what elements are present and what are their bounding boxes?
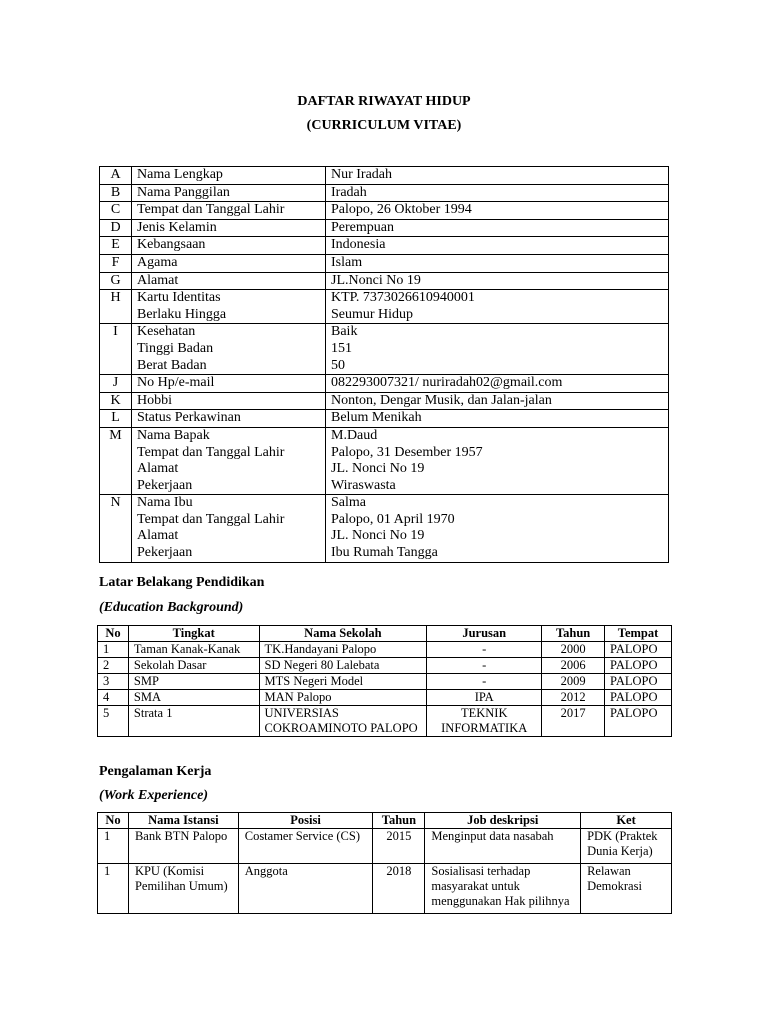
personal-label: Kesehatan bbox=[137, 324, 196, 340]
personal-row-labels bbox=[132, 184, 326, 202]
personal-row bbox=[100, 202, 669, 220]
document-title: DAFTAR RIWAYAT HIDUP bbox=[297, 94, 471, 109]
personal-value: Islam bbox=[331, 254, 363, 270]
position-header: Posisi bbox=[238, 813, 373, 829]
work-cell-no: 1 bbox=[98, 864, 129, 914]
personal-label: Kartu Identitas bbox=[137, 290, 221, 306]
personal-row bbox=[100, 427, 669, 494]
education-header-row bbox=[98, 626, 672, 642]
personal-row-labels bbox=[132, 375, 326, 393]
education-cell-level: SMA bbox=[128, 690, 259, 706]
personal-value: Nonton, Dengar Musik, dan Jalan-jalan bbox=[331, 392, 552, 408]
personal-row-labels bbox=[132, 495, 326, 562]
personal-label: Nama Panggilan bbox=[137, 184, 230, 200]
personal-label: Tinggi Badan bbox=[137, 340, 214, 356]
personal-label: Tempat dan Tanggal Lahir bbox=[137, 202, 285, 218]
personal-value: Indonesia bbox=[331, 237, 386, 253]
education-heading: Latar Belakang Pendidikan bbox=[99, 575, 265, 590]
personal-row-labels bbox=[132, 237, 326, 255]
personal-row bbox=[100, 410, 669, 428]
year-header: Tahun bbox=[373, 813, 425, 829]
education-cell-level: Taman Kanak-Kanak bbox=[128, 642, 259, 658]
education-cell-level: Strata 1 bbox=[128, 706, 259, 737]
personal-label: No Hp/e-mail bbox=[137, 375, 215, 391]
personal-row bbox=[100, 184, 669, 202]
personal-row-letter: N bbox=[100, 495, 132, 562]
education-cell-year: 2017 bbox=[542, 706, 605, 737]
education-row bbox=[98, 674, 672, 690]
personal-row-values bbox=[326, 427, 669, 494]
personal-label: Nama Ibu bbox=[137, 495, 193, 511]
work-cell-note: Relawan Demokrasi bbox=[581, 864, 672, 914]
education-row bbox=[98, 690, 672, 706]
work-cell-year: 2018 bbox=[373, 864, 425, 914]
personal-row-values bbox=[326, 219, 669, 237]
personal-value: 151 bbox=[331, 340, 352, 356]
work-row bbox=[98, 864, 672, 914]
work-cell-position: Costamer Service (CS) bbox=[238, 829, 373, 864]
education-cell-major: - bbox=[427, 674, 542, 690]
education-cell-no: 1 bbox=[98, 642, 129, 658]
personal-value: Salma bbox=[331, 495, 366, 511]
work-cell-note: PDK (Praktek Dunia Kerja) bbox=[581, 829, 672, 864]
personal-value: Iradah bbox=[331, 184, 367, 200]
personal-row-labels bbox=[132, 254, 326, 272]
personal-row bbox=[100, 392, 669, 410]
education-cell-place: PALOPO bbox=[605, 706, 672, 737]
personal-row-values bbox=[326, 254, 669, 272]
personal-row-letter: A bbox=[100, 167, 132, 185]
personal-value: Palopo, 31 Desember 1957 bbox=[331, 444, 483, 460]
education-cell-school: UNIVERSIAS COKROAMINOTO PALOPO bbox=[259, 706, 427, 737]
work-cell-no: 1 bbox=[98, 829, 129, 864]
personal-label: Hobbi bbox=[137, 392, 172, 408]
personal-value: JL. Nonci No 19 bbox=[331, 461, 425, 477]
personal-row bbox=[100, 495, 669, 562]
personal-row-letter: G bbox=[100, 272, 132, 290]
personal-row-labels bbox=[132, 219, 326, 237]
personal-value: Perempuan bbox=[331, 219, 394, 235]
school-header: Nama Sekolah bbox=[259, 626, 427, 642]
personal-row-values bbox=[326, 202, 669, 220]
personal-value: Palopo, 26 Oktober 1994 bbox=[331, 202, 472, 218]
major-header: Jurusan bbox=[427, 626, 542, 642]
education-cell-no: 3 bbox=[98, 674, 129, 690]
education-row bbox=[98, 642, 672, 658]
personal-row bbox=[100, 167, 669, 185]
education-cell-major: TEKNIK INFORMATIKA bbox=[427, 706, 542, 737]
personal-row bbox=[100, 272, 669, 290]
work-heading-english: (Work Experience) bbox=[99, 788, 208, 803]
personal-row-values bbox=[326, 184, 669, 202]
personal-value: M.Daud bbox=[331, 427, 378, 443]
personal-row-values bbox=[326, 290, 669, 324]
education-cell-year: 2009 bbox=[542, 674, 605, 690]
education-cell-place: PALOPO bbox=[605, 690, 672, 706]
personal-label: Nama Lengkap bbox=[137, 167, 223, 182]
personal-row-labels bbox=[132, 167, 326, 185]
personal-row-labels bbox=[132, 392, 326, 410]
personal-row bbox=[100, 324, 669, 375]
personal-value: Baik bbox=[331, 324, 358, 340]
document-subtitle: (CURRICULUM VITAE) bbox=[306, 118, 462, 133]
personal-label: Kebangsaan bbox=[137, 237, 206, 253]
no-header: No bbox=[98, 626, 129, 642]
institution-header: Nama Istansi bbox=[128, 813, 238, 829]
personal-row-values bbox=[326, 272, 669, 290]
personal-row-letter: E bbox=[100, 237, 132, 255]
education-cell-place: PALOPO bbox=[605, 658, 672, 674]
personal-label: Nama Bapak bbox=[137, 427, 210, 443]
personal-data-table bbox=[99, 166, 669, 563]
education-table bbox=[97, 625, 672, 737]
place-header: Tempat bbox=[605, 626, 672, 642]
personal-row-letter: J bbox=[100, 375, 132, 393]
education-row bbox=[98, 658, 672, 674]
personal-row-labels bbox=[132, 272, 326, 290]
work-row bbox=[98, 829, 672, 864]
year-header: Tahun bbox=[542, 626, 605, 642]
personal-label: Berlaku Hingga bbox=[137, 306, 227, 322]
personal-row-letter: F bbox=[100, 254, 132, 272]
work-experience-table bbox=[97, 812, 672, 914]
education-cell-school: MAN Palopo bbox=[259, 690, 427, 706]
personal-value: Wiraswasta bbox=[331, 477, 396, 493]
personal-row-letter: K bbox=[100, 392, 132, 410]
education-row bbox=[98, 706, 672, 737]
education-cell-major: IPA bbox=[427, 690, 542, 706]
level-header: Tingkat bbox=[128, 626, 259, 642]
personal-label: Status Perkawinan bbox=[137, 410, 241, 426]
personal-row-labels bbox=[132, 324, 326, 375]
education-cell-major: - bbox=[427, 642, 542, 658]
personal-row bbox=[100, 237, 669, 255]
personal-row-values bbox=[326, 324, 669, 375]
work-cell-job-description: Menginput data nasabah bbox=[425, 829, 581, 864]
education-cell-no: 2 bbox=[98, 658, 129, 674]
personal-row-letter: C bbox=[100, 202, 132, 220]
personal-row-labels bbox=[132, 410, 326, 428]
personal-label: Alamat bbox=[137, 461, 179, 477]
personal-row-labels bbox=[132, 290, 326, 324]
personal-row-labels bbox=[132, 202, 326, 220]
personal-label: Jenis Kelamin bbox=[137, 219, 217, 235]
job-description-header: Job deskripsi bbox=[425, 813, 581, 829]
personal-label: Alamat bbox=[137, 272, 179, 288]
education-cell-no: 5 bbox=[98, 706, 129, 737]
personal-value: 082293007321/ nuriradah02@gmail.com bbox=[331, 375, 563, 391]
personal-row-values bbox=[326, 495, 669, 562]
personal-value: Palopo, 01 April 1970 bbox=[331, 511, 455, 527]
personal-value: JL. Nonci No 19 bbox=[331, 528, 425, 544]
personal-value: Belum Menikah bbox=[331, 410, 422, 426]
education-cell-level: Sekolah Dasar bbox=[128, 658, 259, 674]
education-cell-level: SMP bbox=[128, 674, 259, 690]
personal-label: Pekerjaan bbox=[137, 545, 193, 561]
work-heading: Pengalaman Kerja bbox=[99, 764, 212, 779]
personal-row-values bbox=[326, 375, 669, 393]
education-cell-year: 2006 bbox=[542, 658, 605, 674]
work-cell-institution: KPU (Komisi Pemilihan Umum) bbox=[128, 864, 238, 914]
education-cell-place: PALOPO bbox=[605, 642, 672, 658]
personal-row-letter: M bbox=[100, 427, 132, 494]
education-cell-school: MTS Negeri Model bbox=[259, 674, 427, 690]
personal-row bbox=[100, 290, 669, 324]
no-header: No bbox=[98, 813, 129, 829]
work-cell-institution: Bank BTN Palopo bbox=[128, 829, 238, 864]
personal-row bbox=[100, 254, 669, 272]
personal-label: Tempat dan Tanggal Lahir bbox=[137, 444, 285, 460]
personal-row-values bbox=[326, 167, 669, 185]
personal-value: Seumur Hidup bbox=[331, 306, 414, 322]
personal-row-values bbox=[326, 392, 669, 410]
personal-row-values bbox=[326, 410, 669, 428]
personal-row-letter: D bbox=[100, 219, 132, 237]
personal-label: Tempat dan Tanggal Lahir bbox=[137, 511, 285, 527]
note-header: Ket bbox=[581, 813, 672, 829]
personal-value: 50 bbox=[331, 357, 345, 373]
work-header-row bbox=[98, 813, 672, 829]
personal-row-letter: I bbox=[100, 324, 132, 375]
personal-row-values bbox=[326, 237, 669, 255]
personal-value: Nur Iradah bbox=[331, 167, 393, 182]
work-cell-job-description: Sosialisasi terhadap masyarakat untuk menggunakan Hak pilihnya bbox=[425, 864, 581, 914]
personal-value: KTP. 7373026610940001 bbox=[331, 290, 475, 306]
personal-row-letter: B bbox=[100, 184, 132, 202]
education-cell-school: TK.Handayani Palopo bbox=[259, 642, 427, 658]
education-cell-school: SD Negeri 80 Lalebata bbox=[259, 658, 427, 674]
personal-label: Alamat bbox=[137, 528, 179, 544]
education-cell-no: 4 bbox=[98, 690, 129, 706]
education-cell-year: 2000 bbox=[542, 642, 605, 658]
education-cell-major: - bbox=[427, 658, 542, 674]
education-heading-english: (Education Background) bbox=[99, 600, 244, 615]
work-cell-position: Anggota bbox=[238, 864, 373, 914]
personal-row bbox=[100, 375, 669, 393]
personal-row-labels bbox=[132, 427, 326, 494]
personal-label: Berat Badan bbox=[137, 357, 207, 373]
education-cell-place: PALOPO bbox=[605, 674, 672, 690]
personal-label: Pekerjaan bbox=[137, 477, 193, 493]
personal-row-letter: H bbox=[100, 290, 132, 324]
work-cell-year: 2015 bbox=[373, 829, 425, 864]
personal-row bbox=[100, 219, 669, 237]
personal-label: Agama bbox=[137, 254, 178, 270]
education-cell-year: 2012 bbox=[542, 690, 605, 706]
personal-row-letter: L bbox=[100, 410, 132, 428]
personal-value: JL.Nonci No 19 bbox=[331, 272, 421, 288]
personal-value: Ibu Rumah Tangga bbox=[331, 545, 438, 561]
